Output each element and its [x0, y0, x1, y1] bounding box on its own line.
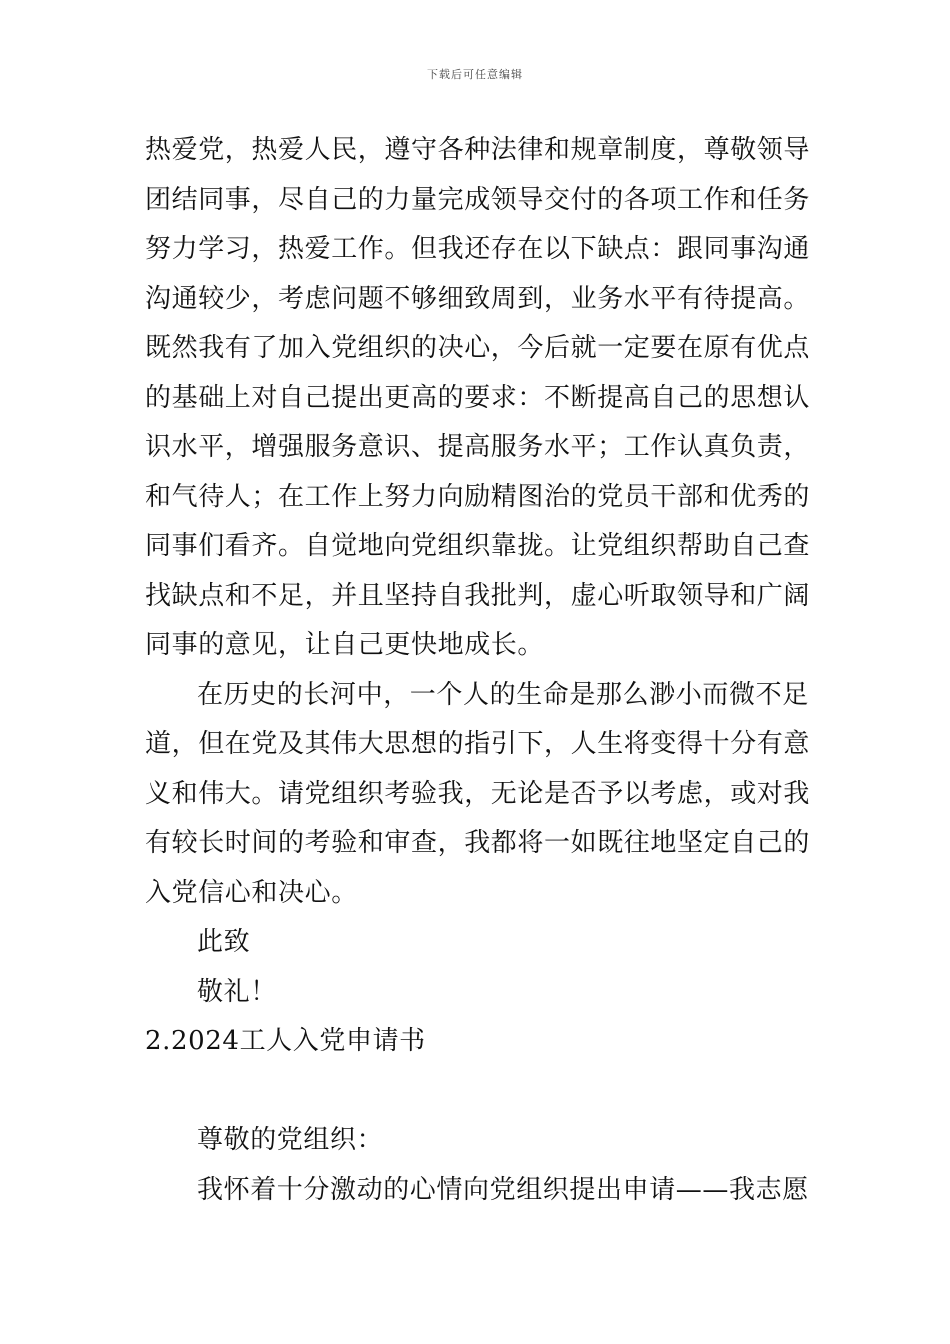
body-line: 沟通较少，考虑问题不够细致周到，业务水平有待提高。 — [145, 283, 811, 314]
body-line: 团结同事，尽自己的力量完成领导交付的各项工作和任务 — [145, 184, 811, 215]
section-heading: 2.2024工人入党申请书 — [145, 1026, 426, 1056]
body-line: 入党信心和决心。 — [145, 877, 358, 908]
body-line: 热爱党，热爱人民，遵守各种法律和规章制度，尊敬领导 — [145, 135, 811, 165]
body-line: 同事们看齐。自觉地向党组织靠拢。让党组织帮助自己查 — [145, 531, 811, 561]
salutation: 尊敬的党组织： — [197, 1125, 384, 1155]
closing-salutation: 此致 — [197, 927, 251, 957]
body-line: 找缺点和不足，并且坚持自我批判，虚心听取领导和广阔 — [145, 580, 811, 611]
paragraph-start-line: 在历史的长河中，一个人的生命是那么渺小而微不足 — [197, 679, 809, 710]
body-line: 识水平，增强服务意识、提高服务水平；工作认真负责， — [145, 432, 811, 462]
blank-line — [145, 1067, 805, 1117]
body-line: 有较长时间的考验和审查，我都将一如既往地坚定自己的 — [145, 828, 811, 858]
body-line: 义和伟大。请党组织考验我，无论是否予以考虑，或对我 — [145, 778, 811, 809]
closing-regards: 敬礼！ — [197, 976, 277, 1007]
paragraph-start-line: 我怀着十分激动的心情向党组织提出申请——我志愿 — [197, 1174, 809, 1205]
body-line: 道，但在党及其伟大思想的指引下，人生将变得十分有意 — [145, 729, 811, 759]
body-line: 努力学习，热爱工作。但我还存在以下缺点：跟同事沟通 — [145, 234, 811, 264]
body-line: 同事的意见，让自己更快地成长。 — [145, 630, 545, 660]
header-note: 下载后可任意编辑 — [427, 68, 523, 81]
body-line: 既然我有了加入党组织的决心，今后就一定要在原有优点 — [145, 333, 811, 363]
document-body — [145, 126, 811, 1215]
body-line: 的基础上对自己提出更高的要求：不断提高自己的思想认 — [145, 382, 811, 413]
body-line: 和气待人；在工作上努力向励精图治的党员干部和优秀的 — [145, 481, 811, 512]
